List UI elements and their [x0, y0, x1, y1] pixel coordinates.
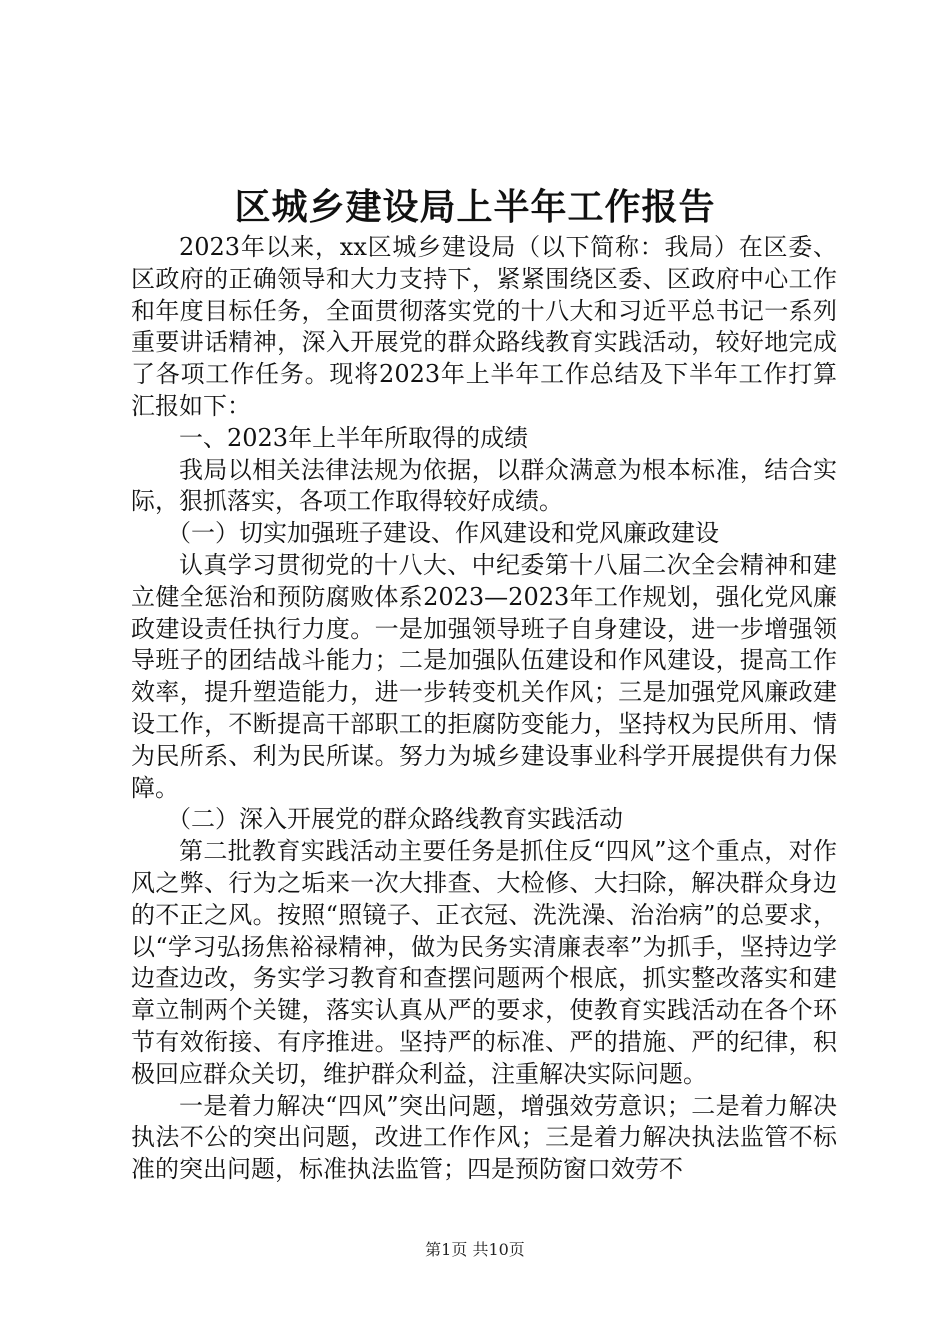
section-1-paragraph: 我局以相关法律法规为依据，以群众满意为根本标准，结合实际，狠抓落实，各项工作取得较好成绩。	[131, 455, 837, 516]
section-heading-1: 一、2023年上半年所取得的成绩	[179, 423, 529, 452]
subsection-heading-2: （二）深入开展党的群众路线教育实践活动	[167, 805, 623, 834]
document-title: 区城乡建设局上半年工作报告	[234, 186, 716, 228]
subsection-2-paragraph: 第二批教育实践活动主要任务是抓住反“四风”这个重点，对作风之弊、行为之垢来一次大排查、大检修、大扫除，解决群众身边的不正之风。按照“照镜子、正衣冠、洗洗澡、治治病”的总要求，以“学习弘扬焦裕禄精神，做为民务实清廉表率”为抓手，坚持边学边查边改，务实学习教育和查摆问题两个根底，抓实整改落实和建章立制两个关键，落实认真从严的要求，使教育实践活动在各个环节有效衔接、有序推进。坚持严的标准、严的措施、严的纪律，积极回应群众关切，维护群众利益，注重解决实际问题。	[131, 837, 837, 1088]
intro-paragraph: 2023年以来，xx区城乡建设局（以下简称：我局）在区委、区政府的正确领导和大力支持下，紧紧围绕区委、区政府中心工作和年度目标任务，全面贯彻落实党的十八大和习近平总书记一系列重要讲话精神，深入开展党的群众路线教育实践活动，较好地完成了各项工作任务。现将2023年上半年工作总结及下半年工作打算汇报如下：	[131, 233, 837, 420]
subsection-2-list-paragraph: 一是着力解决“四风”突出问题，增强效劳意识；二是着力解决执法不公的突出问题，改进工作作风；三是着力解决执法监管不标准的突出问题，标准执法监管；四是预防窗口效劳不	[131, 1091, 837, 1184]
subsection-1-paragraph: 认真学习贯彻党的十八大、中纪委第十八届二次全会精神和建立健全惩治和预防腐败体系2023—2023年工作规划，强化党风廉政建设责任执行力度。一是加强领导班子自身建设，进一步增强领导班子的团结战斗能力；二是加强队伍建设和作风建设，提高工作效率，提升塑造能力，进一步转变机关作风；三是加强党风廉政建设工作，不断提高干部职工的拒腐防变能力，坚持权为民所用、情为民所系、利为民所谋。努力为城乡建设事业科学开展提供有力保障。	[131, 550, 837, 802]
page-footer: 第1页 共10页	[425, 1240, 525, 1259]
document-body	[131, 232, 837, 1186]
subsection-heading-1: （一）切实加强班子建设、作风建设和党风廉政建设	[167, 519, 719, 548]
